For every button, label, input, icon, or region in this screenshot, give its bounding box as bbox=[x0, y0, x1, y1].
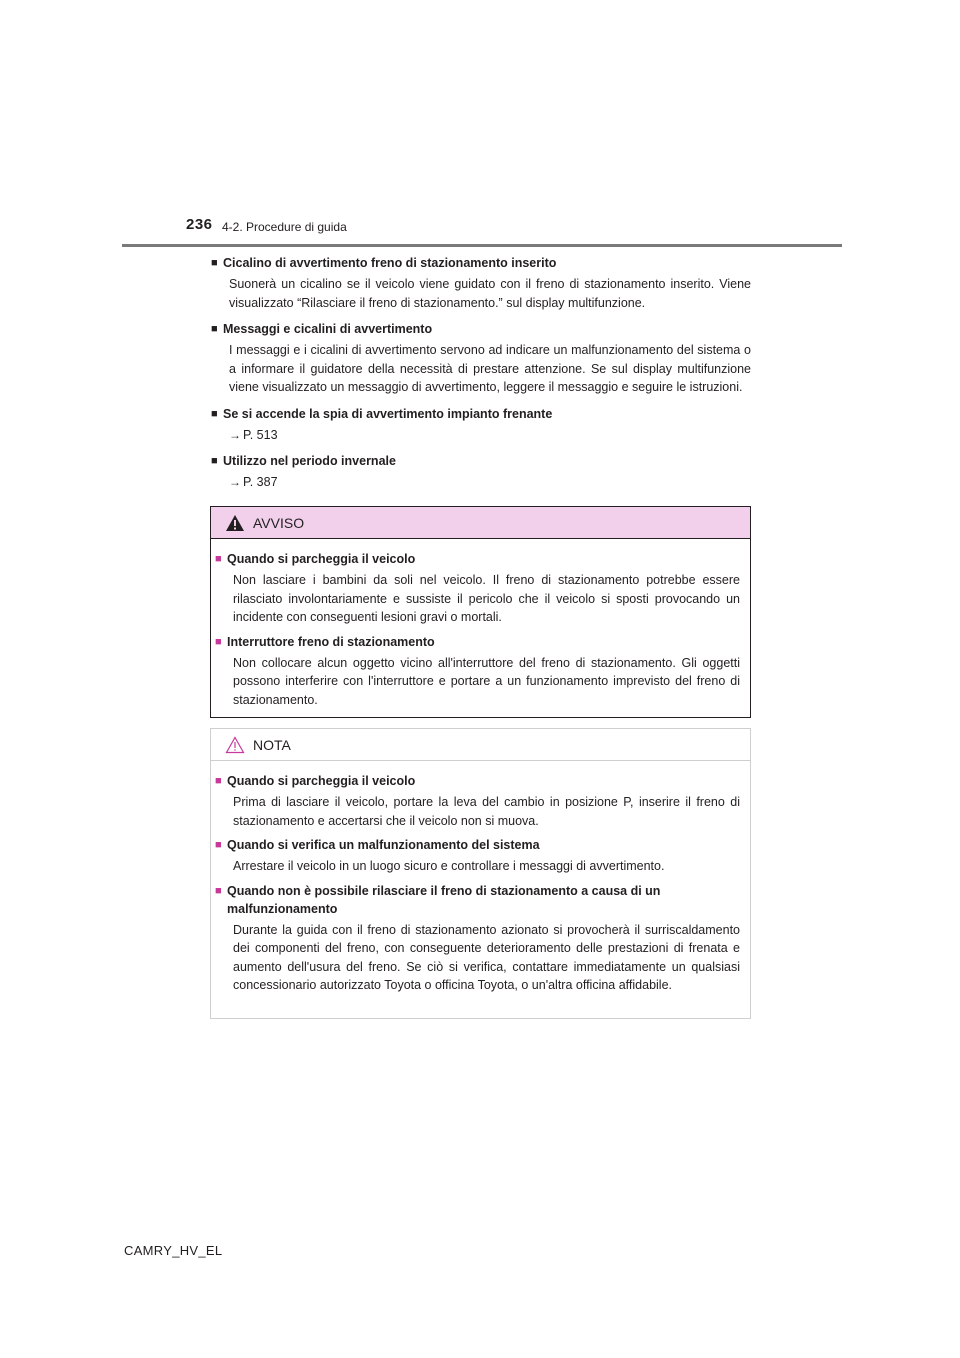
item-title: Quando si parcheggia il veicolo bbox=[227, 774, 416, 788]
avviso-header bbox=[211, 507, 750, 539]
square-bullet-icon: ■ bbox=[211, 323, 218, 335]
item-body: Non lasciare i bambini da soli nel veicolo. Il freno di stazionamento potrebbe essere rilasciato involontariamente e sussiste il pericolo che il veicolo si sposti provocando un incidente con conseguenti lesioni gravi o mortali. bbox=[233, 573, 740, 624]
list-item bbox=[215, 633, 740, 710]
avviso-warning-box bbox=[210, 506, 751, 718]
nota-notice-box bbox=[210, 728, 751, 1019]
list-item bbox=[215, 882, 740, 995]
page-number: 236 bbox=[186, 216, 213, 233]
page-header bbox=[122, 216, 842, 250]
arrow-right-icon: → bbox=[229, 427, 241, 442]
header-divider bbox=[122, 244, 842, 247]
nota-header bbox=[211, 729, 750, 761]
list-item bbox=[211, 405, 751, 445]
square-bullet-icon: ■ bbox=[211, 257, 218, 269]
list-item bbox=[215, 836, 740, 876]
list-item bbox=[211, 452, 751, 492]
warning-triangle-icon bbox=[225, 514, 245, 532]
page-reference: P. 513 bbox=[243, 427, 278, 442]
nota-body bbox=[211, 761, 750, 995]
item-title: Messaggi e cicalini di avvertimento bbox=[223, 322, 433, 336]
item-body: Suonerà un cicalino se il veicolo viene guidato con il freno di stazionamento inserito. Viene visualizzato “Rilasciare il freno di stazionamento.” sul display multifunzione. bbox=[229, 277, 751, 310]
square-bullet-icon: ■ bbox=[215, 884, 222, 897]
item-body: Durante la guida con il freno di stazionamento azionato si provocherà il surriscaldamento dei componenti del freno, con conseguente deterioramento delle prestazioni di frenata e aumento dell'usura del freno. Se ciò si verifica, contattare immediatamente un qualsiasi concessionario autorizzato Toyota o officina Toyota, o un'altra officina affidabile. bbox=[233, 922, 740, 992]
item-body: Prima di lasciare il veicolo, portare la leva del cambio in posizione P, inserire il freno di stazionamento e accertarsi che il veicolo non si muova. bbox=[233, 795, 740, 828]
item-body: Non collocare alcun oggetto vicino all'interruttore del freno di stazionamento. Gli oggetti possono interferire con l'interruttore e portare a un funzionamento imprevisto del freno di stazionamento. bbox=[233, 655, 740, 707]
item-title: Quando si verifica un malfunzionamento del sistema bbox=[227, 838, 540, 852]
avviso-label: AVVISO bbox=[253, 514, 305, 531]
page-reference-link[interactable] bbox=[211, 473, 751, 492]
list-item bbox=[215, 550, 740, 627]
arrow-right-icon: → bbox=[229, 475, 241, 489]
square-bullet-icon: ■ bbox=[211, 407, 218, 420]
item-title: Utilizzo nel periodo invernale bbox=[223, 454, 396, 468]
item-body: I messaggi e i cicalini di avvertimento servono ad indicare un malfunzionamento del sistema o a informare il guidatore della necessità di prestare attenzione. Se sul display multifunzione viene visualizzato un messaggio di avvertimento, leggere il messaggio e seguire le istruzioni. bbox=[229, 343, 751, 394]
item-title: Interruttore freno di stazionamento bbox=[227, 634, 435, 649]
page-reference: P. 387 bbox=[243, 475, 278, 489]
item-title: Quando si parcheggia il veicolo bbox=[227, 552, 416, 566]
square-bullet-icon: ■ bbox=[215, 553, 222, 565]
list-item bbox=[211, 320, 751, 397]
page-reference-link[interactable] bbox=[211, 426, 751, 445]
square-bullet-icon: ■ bbox=[215, 839, 222, 851]
avviso-body bbox=[211, 539, 750, 709]
document-code: CAMRY_HV_EL bbox=[124, 1243, 223, 1258]
caution-outline-icon bbox=[225, 736, 245, 754]
list-item bbox=[215, 772, 740, 830]
section-title: 4-2. Procedure di guida bbox=[222, 220, 347, 234]
item-title: Se si accende la spia di avvertimento impianto frenante bbox=[223, 406, 553, 421]
item-body: Arrestare il veicolo in un luogo sicuro e controllare i messaggi di avvertimento. bbox=[233, 859, 665, 873]
item-title: Cicalino di avvertimento freno di stazionamento inserito bbox=[223, 256, 557, 270]
item-title: Quando non è possibile rilasciare il freno di stazionamento a causa di un malfunzionamento bbox=[227, 883, 661, 916]
square-bullet-icon: ■ bbox=[211, 455, 218, 467]
main-content bbox=[211, 254, 751, 500]
nota-label: NOTA bbox=[253, 736, 291, 753]
square-bullet-icon: ■ bbox=[215, 775, 222, 787]
list-item bbox=[211, 254, 751, 312]
square-bullet-icon: ■ bbox=[215, 635, 222, 648]
